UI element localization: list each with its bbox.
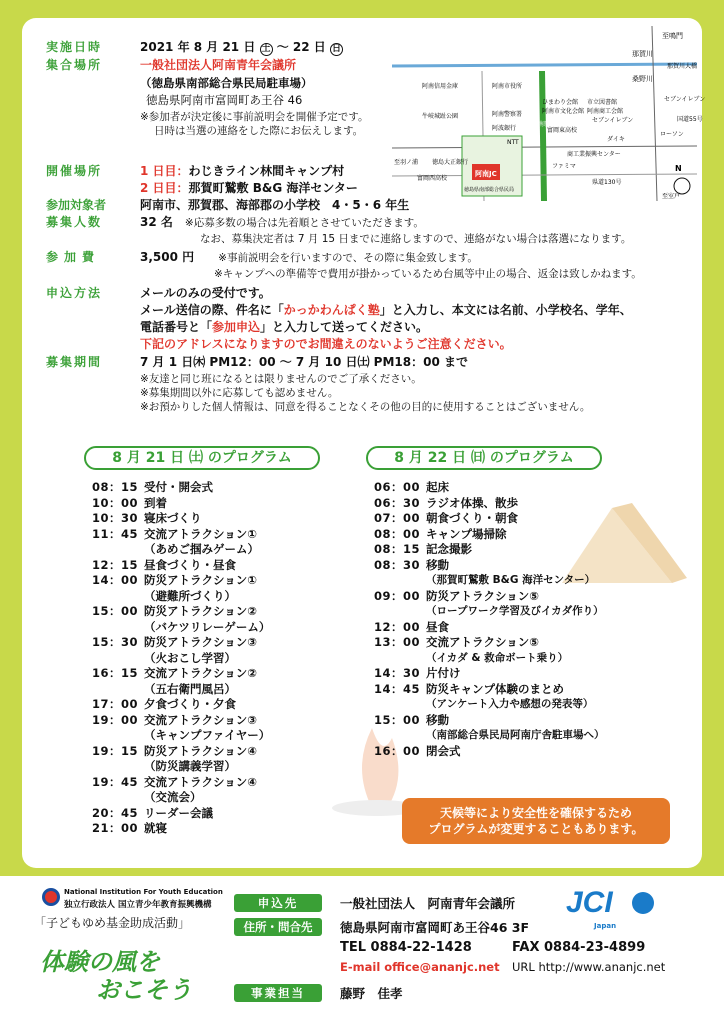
program-activity: ラジオ体操、散歩 [426, 495, 518, 510]
program-activity-detail: （南部総合県民局阿南庁舎駐車場へ） [426, 729, 605, 741]
program-time: 14：45 [374, 681, 421, 696]
map-label-ananjc: 阿南JC [475, 170, 497, 178]
map-label-seven2: セブンイレブン [664, 96, 706, 103]
program-time: 07：00 [374, 511, 421, 525]
map-label-kenmin: 徳島県南部総合県民局 [464, 187, 515, 193]
map-label-library: 市立図書館 [587, 99, 618, 106]
apply-warning: 下記のアドレスになりますのでお間違えのないようご注意ください。 [140, 337, 512, 351]
map-label-ushiki: 牛岐城趾公園 [422, 113, 459, 120]
program-item [92, 573, 270, 589]
program-activity: 防災アトラクション④ [144, 743, 258, 758]
program-activity: 交流アトラクション④ [144, 774, 258, 789]
program-activity-detail: （防災講義学習） [144, 759, 236, 773]
apply-line2c: 」と入力し、本文には名前、小学校名、学年、 [379, 303, 632, 317]
program-activity-detail: （バケツリレーゲーム） [144, 619, 271, 634]
program-time: 16：15 [92, 666, 139, 680]
program-item [374, 635, 605, 651]
program-activity-detail: （交流会） [144, 790, 202, 804]
program-item [92, 821, 270, 837]
map-label-hanoura: 至羽ノ浦 [394, 159, 419, 166]
fax: FAX 0884-23-4899 [512, 940, 646, 955]
program-item [92, 744, 270, 760]
program-time: 15：30 [92, 635, 139, 649]
program-time: 12：15 [92, 557, 139, 572]
map-label-lawson: ローソン [660, 131, 684, 138]
map-label-naruto: 至鳴門 [662, 32, 683, 40]
program-time: 15：00 [374, 712, 421, 727]
fee-value: 3,500 円 [140, 250, 195, 264]
apply-line3a: 電話番号と「 [140, 320, 213, 334]
program-time: 14：00 [92, 573, 139, 587]
schedule-value [140, 40, 343, 56]
map-label-police: 阿南警察署 [492, 111, 523, 118]
warning-line1: 天候等により安全性を確保するため [439, 806, 632, 820]
capacity-note2: なお、募集決定者は 7 月 15 日までに連絡しますので、連絡がない場合は落選になります。 [200, 233, 632, 245]
north-mark: N [675, 164, 682, 173]
program-time: 15：00 [92, 604, 139, 618]
day-badge-sun: 日 [331, 44, 341, 54]
river-nakagawa [392, 64, 697, 66]
map-label-tomioka-higashi: 富岡東高校 [547, 127, 578, 134]
apply-line2a: メール送信の際、件名に「 [140, 303, 284, 317]
program-activity: 朝食づくり・朝食 [426, 511, 518, 525]
apply-body-keyword: 参加申込 [212, 320, 261, 334]
venue-label: 開催場所 [46, 164, 103, 178]
fee-label: 参加費 [46, 250, 101, 264]
program-time: 20：45 [92, 805, 139, 820]
map-label-city-hall: 阿南市役所 [492, 83, 523, 90]
map-label-himawari: ひまわり会館 [542, 99, 579, 106]
flyer-sheet [22, 18, 706, 868]
meeting-place: （徳島県南部総合県民局駐車場） [140, 76, 313, 90]
jci-sub: Japan [594, 922, 617, 930]
program-time: 12：00 [374, 619, 421, 634]
program-item [374, 558, 605, 574]
meeting-note2: 日時は当選の連絡をした際にお伝えします。 [154, 125, 364, 137]
program-time: 08：00 [374, 526, 421, 541]
program-item [92, 496, 270, 512]
slogan-line1: 体験の風を [40, 947, 160, 976]
schedule-date-end: 〜 22 日 [276, 40, 326, 54]
venue-day1-tag: 1 日目： [140, 164, 189, 178]
program-item [92, 697, 270, 713]
fee-note1: ※事前説明会を行いますので、その際に集金致します。 [218, 252, 478, 264]
apply-to-label: 申込先 [234, 894, 322, 912]
warning-line2: プログラムが変更することもあります。 [428, 822, 644, 836]
program-activity: 閉会式 [426, 743, 461, 758]
program-time: 11：45 [92, 526, 139, 541]
program-activity: 就寝 [144, 821, 167, 835]
program-activity: 寝床づくり [144, 511, 202, 525]
map-label-ntt: NTT [507, 139, 519, 146]
venue-day2-tag: 2 日目： [140, 181, 189, 195]
map-label-muroto: 至室戸 [662, 193, 681, 200]
program-time: 17：00 [92, 697, 139, 711]
program-activity: 防災アトラクション① [144, 573, 258, 587]
program-activity-detail: （アンケート入力や感想の発表等） [426, 698, 594, 710]
program-item [374, 666, 605, 682]
map-label-daiki: ダイキ [607, 136, 625, 143]
period-note2: ※募集期間以外に応募しても認めません。 [140, 387, 339, 399]
map-label-shinko: 商工業振興センター [567, 151, 621, 158]
program-item [374, 620, 605, 636]
map-label-famima: ファミマ [552, 163, 576, 170]
tel: TEL 0884-22-1428 [340, 940, 472, 955]
capacity-label: 募集人数 [46, 215, 103, 229]
apply-line3c: 」と入力して送ってください。 [260, 320, 429, 334]
slogan-line2: おこそう [96, 975, 192, 1004]
program-day1-header: 8 月 21 日 ㈯ のプログラム [84, 446, 320, 470]
program-activity-detail: （あめご掴みゲーム） [144, 542, 259, 556]
staff-value: 藤野 佳孝 [340, 986, 403, 1001]
fund-label: 「子どもゆめ基金助成活動」 [34, 916, 191, 930]
program-item [374, 713, 605, 729]
program-time: 13：00 [374, 635, 421, 649]
map-label-kuwanogawa: 桑野川 [632, 75, 653, 83]
program-item [92, 604, 270, 620]
program-time: 10：00 [92, 495, 139, 510]
program-activity: 片付け [426, 666, 461, 680]
schedule-label: 実施日時 [46, 40, 103, 54]
map-label-shinkin: 阿南信用金庫 [422, 83, 459, 90]
program-item [374, 682, 605, 698]
footer [0, 876, 724, 1024]
day-badge-sat: 土 [261, 44, 271, 54]
program-time: 08：15 [374, 542, 421, 556]
program-item [374, 589, 605, 605]
jci-logo: JCI [566, 886, 613, 919]
program-item [92, 527, 270, 543]
map-label-taisho: 徳島大正銀行 [432, 159, 469, 166]
program-time: 08：15 [92, 480, 139, 494]
target-label: 参加対象者 [46, 198, 107, 212]
map-label-chamber: 阿南商工会館 [587, 108, 624, 115]
capacity-note1: ※応募多数の場合は先着順とさせていただきます。 [184, 217, 424, 229]
program-time: 08：30 [374, 557, 421, 572]
program-item [374, 496, 605, 512]
program-activity: 交流アトラクション⑤ [426, 635, 540, 649]
program-time: 09：00 [374, 588, 421, 603]
niye-jp: 独立行政法人 国立青少年教育振興機構 [64, 900, 212, 910]
program-activity-detail: （火おこし学習） [144, 650, 236, 665]
period-value: 7 月 1 日㈭ PM12：00 〜 7 月 10 日㈯ PM18：00 まで [140, 355, 468, 369]
program-item [92, 511, 270, 527]
period-note3: ※お預かりした個人情報は、同意を得ることなくその他の目的に使用することはございません。 [140, 401, 591, 413]
map-label-route55: 国道55号 [677, 116, 703, 123]
program-day2-list [374, 480, 605, 759]
program-activity: 夕食づくり・夕食 [144, 697, 236, 711]
program-activity-detail: （ロープワーク学習及びイカダ作り） [426, 605, 604, 617]
program-activity-detail: （イカダ & 救命ボート乗り） [426, 651, 569, 664]
program-activity: 記念撮影 [426, 542, 472, 556]
apply-label: 申込方法 [46, 286, 103, 300]
program-item [92, 635, 270, 651]
url-link[interactable]: URL http://www.ananjc.net [512, 960, 666, 974]
capacity-value: 32 名 [140, 215, 173, 229]
program-item [92, 775, 270, 791]
program-activity: 起床 [426, 480, 449, 494]
map-label-nakagawa-bridge: 那賀川大橋 [667, 63, 698, 70]
map-label-awagin: 阿波銀行 [492, 125, 517, 132]
program-item [374, 511, 605, 527]
program-activity: 移動 [426, 712, 449, 727]
program-time: 14：30 [374, 666, 421, 680]
program-time: 10：30 [92, 511, 139, 525]
map-label-culture-hall: 阿南市文化会館 [542, 108, 585, 115]
program-day1-list [92, 480, 270, 837]
fee-note2: ※キャンプへの準備等で費用が掛かっているため台風等中止の場合、返金は致しかねます。 [214, 268, 642, 280]
program-activity: 防災アトラクション⑤ [426, 588, 540, 603]
period-note1: ※友達と同じ班になるとは限りませんのでご了承ください。 [140, 373, 422, 385]
program-activity: 交流アトラクション① [144, 526, 258, 541]
target-value: 阿南市、那賀郡、海部郡の小学校 4・5・6 年生 [140, 198, 410, 212]
map-label-route130: 県道130号 [592, 179, 622, 186]
program-activity-detail: （五右衛門風呂） [144, 681, 236, 696]
apply-subject: かっかわんぱく塾 [283, 303, 380, 317]
program-time: 21：00 [92, 821, 139, 835]
program-activity: 防災アトラクション② [144, 604, 258, 618]
meeting-address: 徳島県阿南市富岡町あ王谷 46 [146, 93, 303, 107]
program-activity-detail: （キャンプファイヤー） [144, 728, 271, 742]
program-activity-detail: （避難所づくり） [144, 588, 236, 603]
location-map [392, 26, 706, 201]
niye-logo-icon [42, 888, 60, 906]
schedule-date-start: 2021 年 8 月 21 日 [140, 40, 256, 54]
map-label-tomioka-nishi: 富岡西高校 [417, 175, 448, 182]
meeting-note1: ※参加者が決定後に事前説明会を開催予定です。 [140, 111, 369, 123]
program-item [92, 806, 270, 822]
weather-warning [402, 798, 670, 844]
address-value: 徳島県阿南市富岡町あ王谷46 3F [340, 920, 529, 935]
venue-day1: わじきライン林間キャンプ村 [188, 164, 345, 178]
program-activity: 移動 [426, 557, 449, 572]
apply-to-value: 一般社団法人 阿南青年会議所 [340, 896, 516, 911]
map-label-anan-station: 阿南駅 [532, 121, 551, 128]
program-activity: 交流アトラクション③ [144, 712, 258, 727]
program-item [92, 666, 270, 682]
jci-globe-icon [632, 892, 654, 914]
program-time: 06：00 [374, 480, 421, 494]
program-item [92, 713, 270, 729]
program-activity: 防災キャンプ体験のまとめ [426, 681, 564, 696]
program-item [92, 558, 270, 574]
program-time: 16：00 [374, 743, 421, 758]
map-label-nakagawa: 那賀川 [632, 50, 653, 58]
period-label: 募集期間 [46, 355, 103, 369]
program-time: 06：30 [374, 495, 421, 510]
program-time: 19：15 [92, 743, 139, 758]
program-activity: キャンプ場掃除 [426, 526, 507, 541]
program-activity: 防災アトラクション③ [144, 635, 258, 649]
program-activity: 受付・開会式 [144, 480, 213, 494]
program-day2-header: 8 月 22 日 ㈰ のプログラム [366, 446, 602, 470]
meeting-org: 一般社団法人阿南青年会議所 [140, 58, 297, 72]
program-item [374, 542, 605, 558]
program-item [92, 480, 270, 496]
program-activity: リーダー会議 [144, 805, 213, 820]
apply-line1: メールのみの受付です。 [140, 286, 271, 300]
railway [542, 71, 544, 201]
program-item [374, 744, 605, 760]
program-activity: 交流アトラクション② [144, 666, 258, 680]
map-label-seven1: セブンイレブン [592, 117, 634, 124]
address-label: 住所・問合先 [234, 918, 322, 936]
program-activity-detail: （那賀町鷲敷 B&G 海洋センター） [426, 574, 596, 586]
staff-label: 事業担当 [234, 984, 322, 1002]
niye-en: National Institution For Youth Education [64, 888, 223, 896]
program-time: 19：00 [92, 712, 139, 727]
email-link[interactable]: E-mail office@ananjc.net [340, 960, 500, 974]
program-time: 19：45 [92, 774, 139, 789]
meeting-label: 集合場所 [46, 58, 103, 72]
venue-day2: 那賀町鷲敷 B&G 海洋センター [188, 181, 358, 195]
program-activity: 到着 [144, 495, 167, 510]
program-item [374, 480, 605, 496]
program-item [374, 527, 605, 543]
program-activity: 昼食 [426, 619, 449, 634]
program-activity: 昼食づくり・昼食 [144, 557, 236, 572]
